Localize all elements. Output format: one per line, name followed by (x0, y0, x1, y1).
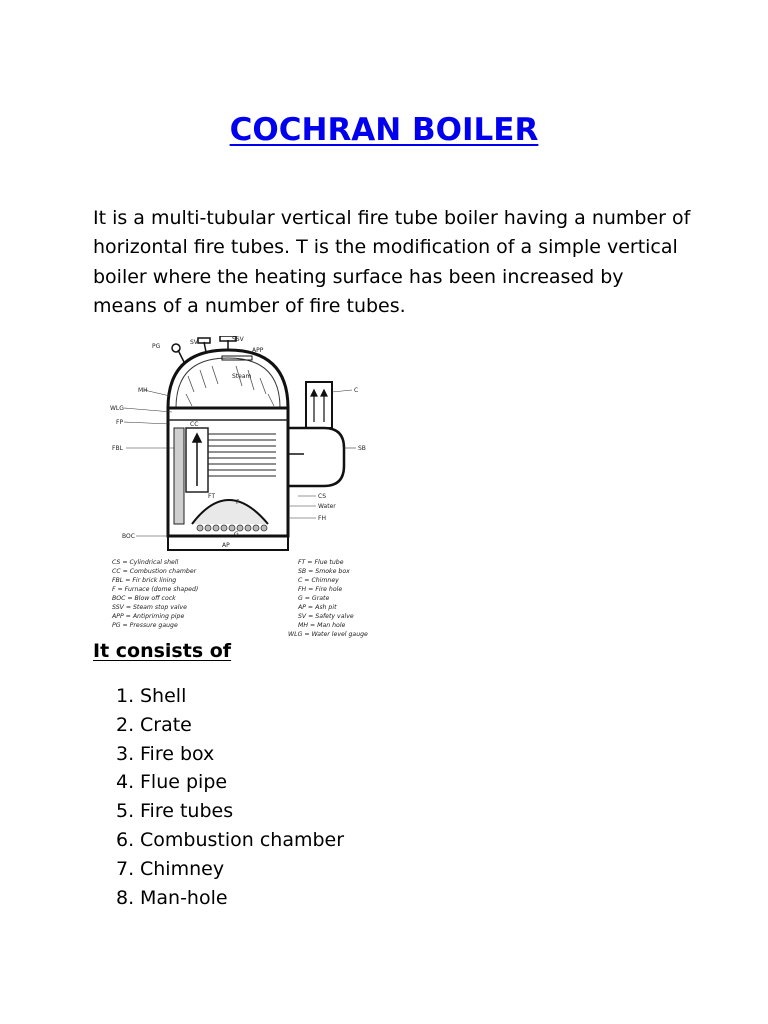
shell-dome-inner (176, 358, 280, 408)
legend-right-6: SV = Safety valve (298, 613, 354, 620)
list-number: 3. (116, 742, 135, 765)
label-app: APP (252, 347, 264, 354)
label-mh: MH (138, 387, 148, 394)
chimney-arrows (311, 390, 327, 422)
chimney (306, 382, 332, 428)
list-item (116, 884, 344, 913)
list-label: Man-hole (140, 886, 228, 909)
list-label: Shell (140, 685, 187, 707)
furnace-dome (192, 500, 268, 524)
legend-right-1: SB = Smoke box (298, 568, 350, 575)
legend-left-6: APP = Antipriming pipe (112, 613, 185, 620)
legend-right-8: WLG = Water level gauge (288, 631, 368, 638)
label-pg: PG (152, 343, 161, 350)
steam-hatching (186, 366, 274, 406)
list-number: 5. (116, 800, 135, 823)
parts-list (116, 682, 344, 912)
label-cs: CS (318, 493, 326, 500)
label-cc: CC (190, 421, 199, 428)
label-boc: BOC (122, 533, 135, 540)
label-c: C (354, 387, 359, 394)
fire-brick-lining (174, 428, 184, 524)
legend-right-3: FH = Fire hole (298, 586, 343, 593)
label-f: F (236, 499, 240, 506)
smoke-box (288, 428, 344, 486)
list-item (116, 855, 344, 884)
list-item (116, 826, 344, 855)
list-number: 2. (116, 713, 135, 736)
label-ssv: SSV (232, 336, 244, 343)
label-water: Water (318, 503, 336, 510)
label-fp: FP (116, 419, 124, 426)
legend-right-0: FT = Flue tube (298, 559, 344, 566)
boiler-diagram-drawing (108, 336, 388, 642)
legend-right-7: MH = Man hole (298, 622, 346, 629)
label-ap: AP (222, 542, 230, 549)
legend-left-2: FBL = Fir brick lining (112, 577, 177, 584)
list-number: 4. (116, 771, 135, 794)
label-sv: SV (190, 339, 198, 346)
label-sb: SB (358, 445, 366, 452)
list-number: 6. (116, 828, 135, 851)
legend-left-3: F = Furnace (dome shaped) (112, 586, 199, 593)
list-item (116, 711, 344, 740)
legend-left-4: BOC = Blow off cock (112, 595, 176, 602)
list-label: Crate (140, 713, 192, 736)
label-ft: FT (208, 493, 216, 500)
label-g: G (234, 531, 239, 538)
intro-paragraph: It is a multi-tubular vertical fire tube boiler having a number of horizontal fire tubes. T is the modification of a simple vertical boiler where the heating surface has been increased by means of a number of fire tubes. (93, 207, 691, 318)
shell-dome (168, 350, 288, 408)
list-label: Combustion chamber (140, 828, 345, 851)
label-wlg: WLG (110, 405, 124, 412)
section-heading: It consists of (93, 640, 232, 662)
list-number: 1. (116, 685, 135, 707)
list-label: Fire box (140, 742, 215, 765)
boiler-diagram (108, 336, 388, 642)
list-item (116, 682, 344, 711)
fire-tubes (208, 434, 276, 476)
page-title: COCHRAN BOILER (229, 112, 539, 148)
list-label: Fire tubes (140, 800, 234, 823)
legend-left-0: CS = Cylindrical shell (112, 559, 179, 566)
legend-right-5: AP = Ash pit (298, 604, 337, 611)
list-label: Flue pipe (140, 771, 228, 794)
legend-right-2: C = Chimney (298, 577, 339, 584)
list-number: 7. (116, 857, 135, 880)
list-item (116, 768, 344, 797)
label-steam: Steam (232, 373, 252, 380)
legend-left-7: PG = Pressure gauge (112, 622, 178, 629)
list-item (116, 740, 344, 769)
list-number: 8. (116, 886, 135, 909)
label-fbl: FBL (112, 445, 123, 452)
list-label: Chimney (140, 857, 225, 880)
legend-left-5: SSV = Steam stop valve (112, 604, 187, 611)
legend-right-4: G = Grate (298, 595, 330, 602)
label-fh: FH (318, 515, 326, 522)
legend-left-1: CC = Combustion chamber (112, 568, 197, 575)
list-item (116, 797, 344, 826)
grate (197, 525, 267, 531)
